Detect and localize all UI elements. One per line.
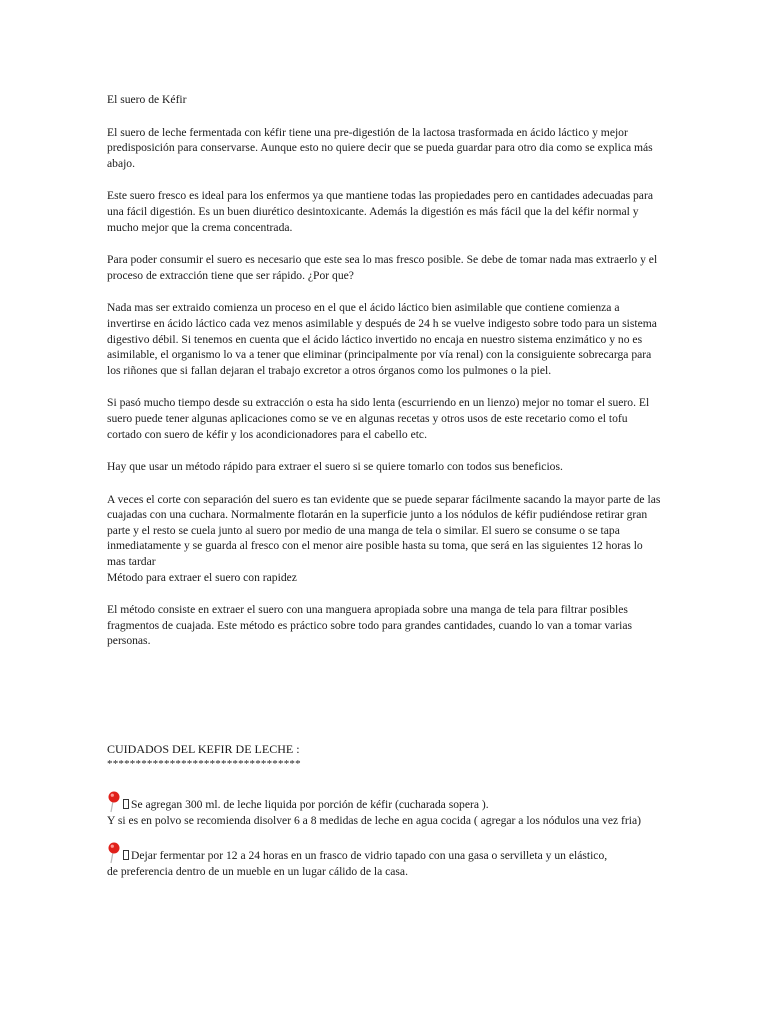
paragraph-7-text: A veces el corte con separación del suero es tan evidente que se puede separar fácilmente sacando la mayor parte de las cuajadas con una cuchara. Normalmente flotarán en la superficie junto a los nódulos de kéfir pudiéndose retirar gran parte y el resto se cuela junto al suero por medio de una manga de tela o similar. El suero se consume o se tapa inmediatamente y se guarda al fresco con el menor aire posible hasta su toma, que será en las siguientes 12 horas lo mas tardar — [107, 492, 661, 569]
paragraph-7-subline: Método para extraer el suero con rapidez — [107, 570, 297, 584]
paragraph-2: Este suero fresco es ideal para los enfermos ya que mantiene todas las propiedades pero en cantidades adecuadas para una fácil digestión. Es un buen diurético desintoxicante. Además la digestión es más fácil que la del kéfir normal y mucho mejor que la crema concentrada. — [107, 189, 653, 234]
tip-text: Se agregan 300 ml. de leche liquida por porción de kéfir (cucharada sopera ). — [131, 797, 489, 811]
document-title: El suero de Kéfir — [107, 93, 187, 106]
missing-glyph-box-icon — [123, 799, 129, 809]
tip-item-2 — [107, 848, 663, 880]
tip-first-line — [107, 848, 663, 864]
paragraph-6: Hay que usar un método rápido para extraer el suero si se quiere tomarlo con todos sus beneficios. — [107, 460, 563, 474]
missing-glyph-box-icon — [123, 850, 129, 860]
paragraph-3: Para poder consumir el suero es necesario que este sea lo mas fresco posible. Se debe de tomar nada mas extraerlo y el proceso de extracción tiene que ser rápido. ¿Por que? — [107, 253, 658, 282]
paragraph-4: Nada mas ser extraido comienza un proceso en el que el ácido láctico bien asimilable que contiene comienza a invertirse en ácido láctico cada vez menos asimilable y después de 24 h se vuelve indigesto sobre todo para un sistema digestivo débil. Si tenemos en cuenta que el ácido láctico invertido no encaja en nuestro sistema enzimático y no es asimilable, el organismo lo va a tener que eliminar (principalmente por vía renal) con la consiguiente sobrecarga para los riñones que si fallan dejaran el trabajo excretor a otros órganos como los pulmones o la piel. — [107, 301, 657, 377]
paragraph-8: El método consiste en extraer el suero con una manguera apropiada sobre una manga de tela para filtrar posibles fragmentos de cuajada. Este método es práctico sobre todo para grandes cantidades, cuando lo van a tomar varias personas. — [107, 603, 633, 648]
paragraph-7 — [107, 492, 663, 586]
paragraph-5: Si pasó mucho tiempo desde su extracción o esta ha sido lenta (escurriendo en un lienzo) mejor no tomar el suero. El suero puede tener algunas aplicaciones como se ve en algunas recetas y otros usos de este recetario como el tofu cortado con suero de kéfir y los acondicionadores para el cabello etc. — [107, 396, 650, 441]
tip-item-1 — [107, 797, 663, 829]
section-stars-divider: ********************************** — [107, 757, 301, 770]
document-body — [107, 92, 663, 899]
red-pushpin-icon — [107, 842, 121, 864]
paragraph-1: El suero de leche fermentada con kéfir tiene una pre-digestión de la lactosa trasformada en ácido láctico y mejor predisposición para conservarse. Aunque esto no quiere decir que se pueda guardar para otro dia como se explica más abajo. — [107, 125, 653, 170]
red-pushpin-icon — [107, 791, 121, 813]
tip-text: Dejar fermentar por 12 a 24 horas en un frasco de vidrio tapado con una gasa o servilleta y un elástico, — [131, 848, 608, 862]
tip-continuation: de preferencia dentro de un mueble en un lugar cálido de la casa. — [107, 864, 408, 878]
spacer — [107, 771, 663, 797]
tip-first-line — [107, 797, 663, 813]
tip-continuation: Y si es en polvo se recomienda disolver 6 a 8 medidas de leche en agua cocida ( agregar a los nódulos una vez fria) — [107, 813, 641, 827]
section-heading: CUIDADOS DEL KEFIR DE LECHE : — [107, 742, 300, 757]
spacer — [107, 666, 663, 742]
